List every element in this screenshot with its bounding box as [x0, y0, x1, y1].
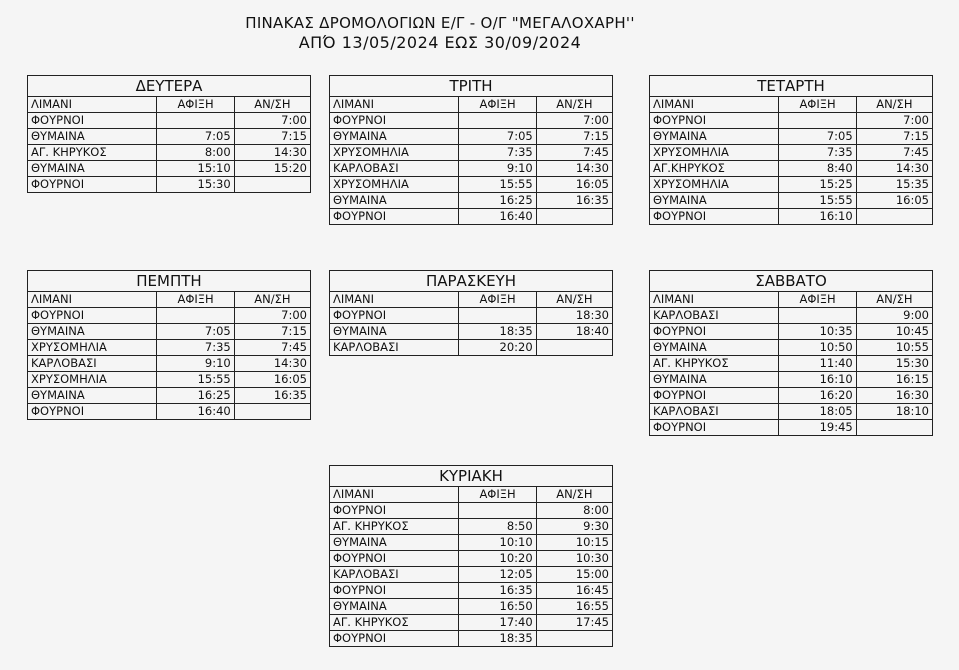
schedule-table-sunday — [329, 465, 613, 647]
port-cell: ΚΑΡΛΟΒΑΣΙ — [650, 404, 779, 420]
departure-cell: 14:30 — [234, 356, 310, 372]
schedule-table-monday — [27, 75, 311, 193]
departure-cell: 16:05 — [856, 193, 932, 209]
port-cell: ΚΑΡΛΟΒΑΣΙ — [330, 161, 459, 177]
day-title: ΤΡΙΤΗ — [330, 76, 613, 97]
table-row — [650, 340, 933, 356]
port-cell: ΦΟΥΡΝΟΙ — [28, 177, 157, 193]
arrival-cell: 7:35 — [779, 145, 856, 161]
port-cell: ΦΟΥΡΝΟΙ — [28, 113, 157, 129]
table-row — [650, 145, 933, 161]
departure-cell: 14:30 — [856, 161, 932, 177]
column-headers — [330, 97, 613, 113]
table-row — [650, 209, 933, 225]
departure-cell: 16:05 — [234, 372, 310, 388]
port-cell: ΦΟΥΡΝΟΙ — [330, 551, 459, 567]
table-row — [650, 324, 933, 340]
departure-cell: 7:15 — [856, 129, 932, 145]
port-cell: ΘΥΜΑΙΝΑ — [330, 535, 459, 551]
departure-cell — [856, 420, 932, 436]
port-cell: ΑΓ. ΚΗΡΥΚΟΣ — [330, 519, 459, 535]
port-cell: ΘΥΜΑΙΝΑ — [28, 129, 157, 145]
arrival-cell: 10:35 — [779, 324, 856, 340]
port-cell: ΚΑΡΛΟΒΑΣΙ — [330, 340, 459, 356]
col-port: ΛΙΜΑΝΙ — [650, 97, 779, 113]
departure-cell: 7:45 — [536, 145, 612, 161]
departure-cell — [536, 209, 612, 225]
port-cell: ΦΟΥΡΝΟΙ — [330, 209, 459, 225]
col-departure: ΑΝ/ΣΗ — [536, 487, 612, 503]
table-row — [330, 177, 613, 193]
port-cell: ΧΡΥΣΟΜΗΛΙΑ — [28, 340, 157, 356]
departure-cell: 10:15 — [536, 535, 612, 551]
departure-cell: 7:00 — [234, 113, 310, 129]
col-departure: ΑΝ/ΣΗ — [856, 97, 932, 113]
col-arrival: ΑΦΙΞΗ — [459, 97, 536, 113]
port-cell: ΦΟΥΡΝΟΙ — [650, 209, 779, 225]
arrival-cell: 8:00 — [157, 145, 234, 161]
arrival-cell: 9:10 — [157, 356, 234, 372]
day-title: ΔΕΥΤΕΡΑ — [28, 76, 311, 97]
departure-cell — [234, 404, 310, 420]
port-cell: ΦΟΥΡΝΟΙ — [330, 113, 459, 129]
port-cell: ΑΓ. ΚΗΡΥΚΟΣ — [330, 615, 459, 631]
port-cell: ΘΥΜΑΙΝΑ — [28, 161, 157, 177]
departure-cell: 18:40 — [536, 324, 612, 340]
arrival-cell: 7:05 — [459, 129, 536, 145]
table-row — [330, 129, 613, 145]
table-row — [330, 599, 613, 615]
table-row — [650, 356, 933, 372]
col-arrival: ΑΦΙΞΗ — [157, 97, 234, 113]
schedule-table-thursday — [27, 270, 311, 420]
arrival-cell: 15:10 — [157, 161, 234, 177]
col-departure: ΑΝ/ΣΗ — [234, 97, 310, 113]
arrival-cell: 12:05 — [459, 567, 536, 583]
arrival-cell: 11:40 — [779, 356, 856, 372]
arrival-cell — [779, 113, 856, 129]
table-row — [650, 193, 933, 209]
departure-cell: 7:45 — [234, 340, 310, 356]
port-cell: ΘΥΜΑΙΝΑ — [650, 193, 779, 209]
table-row — [28, 340, 311, 356]
port-cell: ΘΥΜΑΙΝΑ — [330, 129, 459, 145]
port-cell: ΘΥΜΑΙΝΑ — [28, 388, 157, 404]
port-cell: ΦΟΥΡΝΟΙ — [650, 388, 779, 404]
departure-cell: 8:00 — [536, 503, 612, 519]
departure-cell: 16:15 — [856, 372, 932, 388]
day-title: ΚΥΡΙΑΚΗ — [330, 466, 613, 487]
port-cell: ΧΡΥΣΟΜΗΛΙΑ — [330, 145, 459, 161]
table-row — [650, 161, 933, 177]
departure-cell: 15:20 — [234, 161, 310, 177]
departure-cell: 15:00 — [536, 567, 612, 583]
table-row — [650, 372, 933, 388]
arrival-cell: 15:30 — [157, 177, 234, 193]
departure-cell: 15:35 — [856, 177, 932, 193]
departure-cell: 18:10 — [856, 404, 932, 420]
arrival-cell: 18:35 — [459, 631, 536, 647]
port-cell: ΘΥΜΑΙΝΑ — [28, 324, 157, 340]
port-cell: ΘΥΜΑΙΝΑ — [330, 324, 459, 340]
departure-cell: 16:30 — [856, 388, 932, 404]
arrival-cell: 16:25 — [157, 388, 234, 404]
port-cell: ΑΓ. ΚΗΡΥΚΟΣ — [28, 145, 157, 161]
port-cell: ΑΓ. ΚΗΡΥΚΟΣ — [650, 356, 779, 372]
table-row — [28, 113, 311, 129]
departure-cell: 10:45 — [856, 324, 932, 340]
page-title: ΠΙΝΑΚΑΣ ΔΡΟΜΟΛΟΓΙΩΝ Ε/Γ - Ο/Γ "ΜΕΓΑΛΟΧΑΡΗ'' — [245, 14, 635, 32]
departure-cell: 7:00 — [536, 113, 612, 129]
departure-cell: 7:00 — [234, 308, 310, 324]
arrival-cell: 10:50 — [779, 340, 856, 356]
departure-cell — [234, 177, 310, 193]
table-row — [650, 420, 933, 436]
port-cell: ΘΥΜΑΙΝΑ — [650, 340, 779, 356]
port-cell: ΦΟΥΡΝΟΙ — [330, 631, 459, 647]
table-row — [650, 177, 933, 193]
table-row — [330, 145, 613, 161]
port-cell: ΘΥΜΑΙΝΑ — [650, 372, 779, 388]
schedule-table-friday — [329, 270, 613, 356]
departure-cell: 16:35 — [234, 388, 310, 404]
arrival-cell — [459, 503, 536, 519]
table-row — [28, 308, 311, 324]
arrival-cell: 16:50 — [459, 599, 536, 615]
arrival-cell: 16:40 — [459, 209, 536, 225]
table-row — [330, 308, 613, 324]
departure-cell: 7:15 — [234, 324, 310, 340]
column-headers — [330, 292, 613, 308]
column-headers — [650, 292, 933, 308]
arrival-cell: 7:35 — [157, 340, 234, 356]
port-cell: ΦΟΥΡΝΟΙ — [28, 308, 157, 324]
col-arrival: ΑΦΙΞΗ — [459, 487, 536, 503]
port-cell: ΧΡΥΣΟΜΗΛΙΑ — [650, 177, 779, 193]
departure-cell: 10:55 — [856, 340, 932, 356]
table-row — [330, 193, 613, 209]
column-headers — [28, 97, 311, 113]
departure-cell: 14:30 — [234, 145, 310, 161]
arrival-cell: 15:55 — [779, 193, 856, 209]
arrival-cell: 20:20 — [459, 340, 536, 356]
col-departure: ΑΝ/ΣΗ — [856, 292, 932, 308]
port-cell: ΚΑΡΛΟΒΑΣΙ — [28, 356, 157, 372]
departure-cell: 16:05 — [536, 177, 612, 193]
arrival-cell: 7:05 — [779, 129, 856, 145]
table-row — [28, 356, 311, 372]
arrival-cell: 16:35 — [459, 583, 536, 599]
table-row — [28, 177, 311, 193]
table-row — [28, 324, 311, 340]
table-row — [28, 404, 311, 420]
arrival-cell: 7:05 — [157, 129, 234, 145]
arrival-cell: 15:25 — [779, 177, 856, 193]
port-cell: ΘΥΜΑΙΝΑ — [330, 599, 459, 615]
table-row — [330, 340, 613, 356]
arrival-cell — [157, 113, 234, 129]
arrival-cell — [779, 308, 856, 324]
arrival-cell: 8:50 — [459, 519, 536, 535]
day-title: ΣΑΒΒΑΤΟ — [650, 271, 933, 292]
table-row — [28, 388, 311, 404]
arrival-cell: 7:35 — [459, 145, 536, 161]
port-cell: ΦΟΥΡΝΟΙ — [28, 404, 157, 420]
departure-cell: 7:15 — [536, 129, 612, 145]
port-cell: ΦΟΥΡΝΟΙ — [650, 113, 779, 129]
col-port: ΛΙΜΑΝΙ — [28, 292, 157, 308]
arrival-cell: 16:40 — [157, 404, 234, 420]
schedule-table-wednesday — [649, 75, 933, 225]
departure-cell: 7:45 — [856, 145, 932, 161]
table-row — [330, 551, 613, 567]
day-title: ΠΑΡΑΣΚΕΥΗ — [330, 271, 613, 292]
departure-cell: 17:45 — [536, 615, 612, 631]
arrival-cell: 16:10 — [779, 209, 856, 225]
table-row — [650, 404, 933, 420]
departure-cell: 10:30 — [536, 551, 612, 567]
column-headers — [650, 97, 933, 113]
arrival-cell: 16:10 — [779, 372, 856, 388]
arrival-cell: 7:05 — [157, 324, 234, 340]
departure-cell — [536, 631, 612, 647]
departure-cell — [536, 340, 612, 356]
departure-cell: 9:00 — [856, 308, 932, 324]
col-port: ΛΙΜΑΝΙ — [650, 292, 779, 308]
port-cell: ΚΑΡΛΟΒΑΣΙ — [650, 308, 779, 324]
column-headers — [28, 292, 311, 308]
arrival-cell: 15:55 — [157, 372, 234, 388]
departure-cell: 14:30 — [536, 161, 612, 177]
port-cell: ΧΡΥΣΟΜΗΛΙΑ — [330, 177, 459, 193]
departure-cell: 16:35 — [536, 193, 612, 209]
arrival-cell: 19:45 — [779, 420, 856, 436]
table-row — [330, 161, 613, 177]
table-row — [28, 161, 311, 177]
col-arrival: ΑΦΙΞΗ — [779, 97, 856, 113]
port-cell: ΧΡΥΣΟΜΗΛΙΑ — [28, 372, 157, 388]
schedule-table-saturday — [649, 270, 933, 436]
col-arrival: ΑΦΙΞΗ — [459, 292, 536, 308]
arrival-cell: 17:40 — [459, 615, 536, 631]
col-departure: ΑΝ/ΣΗ — [234, 292, 310, 308]
day-title: ΠΕΜΠΤΗ — [28, 271, 311, 292]
table-row — [330, 209, 613, 225]
arrival-cell: 9:10 — [459, 161, 536, 177]
port-cell: ΦΟΥΡΝΟΙ — [650, 420, 779, 436]
table-row — [330, 615, 613, 631]
table-row — [330, 631, 613, 647]
col-departure: ΑΝ/ΣΗ — [536, 97, 612, 113]
table-row — [330, 583, 613, 599]
arrival-cell: 16:20 — [779, 388, 856, 404]
departure-cell: 9:30 — [536, 519, 612, 535]
departure-cell: 18:30 — [536, 308, 612, 324]
schedule-table-tuesday — [329, 75, 613, 225]
arrival-cell: 10:20 — [459, 551, 536, 567]
port-cell: ΦΟΥΡΝΟΙ — [330, 583, 459, 599]
port-cell: ΑΓ.ΚΗΡΥΚΟΣ — [650, 161, 779, 177]
departure-cell: 7:15 — [234, 129, 310, 145]
table-row — [650, 308, 933, 324]
table-row — [330, 519, 613, 535]
col-arrival: ΑΦΙΞΗ — [157, 292, 234, 308]
table-row — [650, 129, 933, 145]
col-port: ΛΙΜΑΝΙ — [330, 487, 459, 503]
col-port: ΛΙΜΑΝΙ — [28, 97, 157, 113]
port-cell: ΦΟΥΡΝΟΙ — [650, 324, 779, 340]
table-row — [330, 567, 613, 583]
day-title: ΤΕΤΑΡΤΗ — [650, 76, 933, 97]
table-row — [650, 388, 933, 404]
departure-cell: 16:45 — [536, 583, 612, 599]
col-departure: ΑΝ/ΣΗ — [536, 292, 612, 308]
table-row — [330, 113, 613, 129]
port-cell: ΧΡΥΣΟΜΗΛΙΑ — [650, 145, 779, 161]
arrival-cell: 16:25 — [459, 193, 536, 209]
port-cell: ΦΟΥΡΝΟΙ — [330, 308, 459, 324]
table-row — [650, 113, 933, 129]
table-row — [28, 372, 311, 388]
arrival-cell: 18:05 — [779, 404, 856, 420]
arrival-cell: 10:10 — [459, 535, 536, 551]
departure-cell: 16:55 — [536, 599, 612, 615]
arrival-cell — [459, 113, 536, 129]
arrival-cell — [459, 308, 536, 324]
port-cell: ΘΥΜΑΙΝΑ — [330, 193, 459, 209]
table-row — [330, 324, 613, 340]
departure-cell: 15:30 — [856, 356, 932, 372]
port-cell: ΘΥΜΑΙΝΑ — [650, 129, 779, 145]
table-row — [330, 535, 613, 551]
column-headers — [330, 487, 613, 503]
table-row — [330, 503, 613, 519]
port-cell: ΦΟΥΡΝΟΙ — [330, 503, 459, 519]
departure-cell — [856, 209, 932, 225]
arrival-cell — [157, 308, 234, 324]
table-row — [28, 129, 311, 145]
col-port: ΛΙΜΑΝΙ — [330, 97, 459, 113]
arrival-cell: 8:40 — [779, 161, 856, 177]
col-arrival: ΑΦΙΞΗ — [779, 292, 856, 308]
col-port: ΛΙΜΑΝΙ — [330, 292, 459, 308]
port-cell: ΚΑΡΛΟΒΑΣΙ — [330, 567, 459, 583]
validity-period: ΑΠΌ 13/05/2024 ΕΩΣ 30/09/2024 — [298, 33, 582, 52]
arrival-cell: 15:55 — [459, 177, 536, 193]
departure-cell: 7:00 — [856, 113, 932, 129]
table-row — [28, 145, 311, 161]
arrival-cell: 18:35 — [459, 324, 536, 340]
